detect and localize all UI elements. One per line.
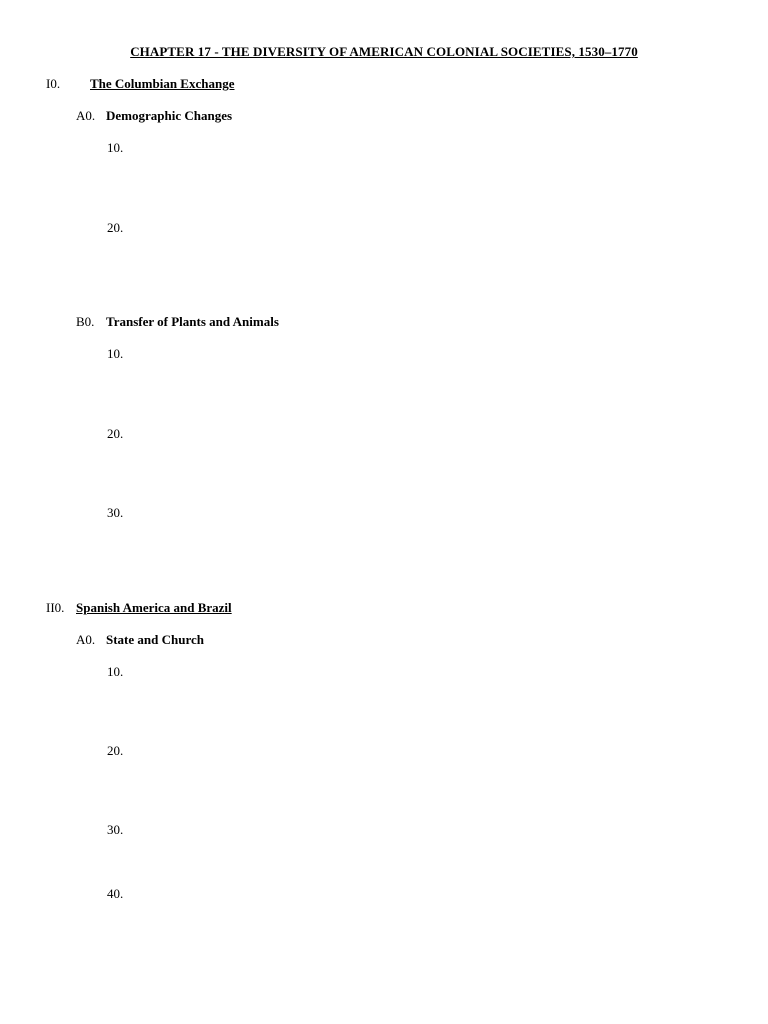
subsection-1b-marker: B0. xyxy=(76,314,95,329)
item-1b-1: 10. xyxy=(107,346,124,361)
item-1b-2: 20. xyxy=(107,426,124,441)
section-1-heading: The Columbian Exchange xyxy=(90,76,235,91)
item-1b-3: 30. xyxy=(107,505,124,520)
item-1a-1: 10. xyxy=(107,140,124,155)
item-2a-4: 40. xyxy=(107,886,124,901)
subsection-1b-heading: Transfer of Plants and Animals xyxy=(106,314,279,329)
subsection-1a-heading: Demographic Changes xyxy=(106,108,233,123)
item-2a-1: 10. xyxy=(107,664,124,679)
section-2-marker: II0. xyxy=(46,600,65,615)
subsection-2a-marker: A0. xyxy=(76,632,96,647)
item-1a-2: 20. xyxy=(107,220,124,235)
item-2a-2: 20. xyxy=(107,743,124,758)
item-2a-3: 30. xyxy=(107,822,124,837)
subsection-1a-marker: A0. xyxy=(76,108,96,123)
section-2-heading: Spanish America and Brazil xyxy=(76,600,232,615)
chapter-title: CHAPTER 17 - THE DIVERSITY OF AMERICAN COLONIAL SOCIETIES, 1530–1770 xyxy=(130,44,638,59)
subsection-2a-heading: State and Church xyxy=(106,632,205,647)
section-1-marker: I0. xyxy=(46,76,61,91)
